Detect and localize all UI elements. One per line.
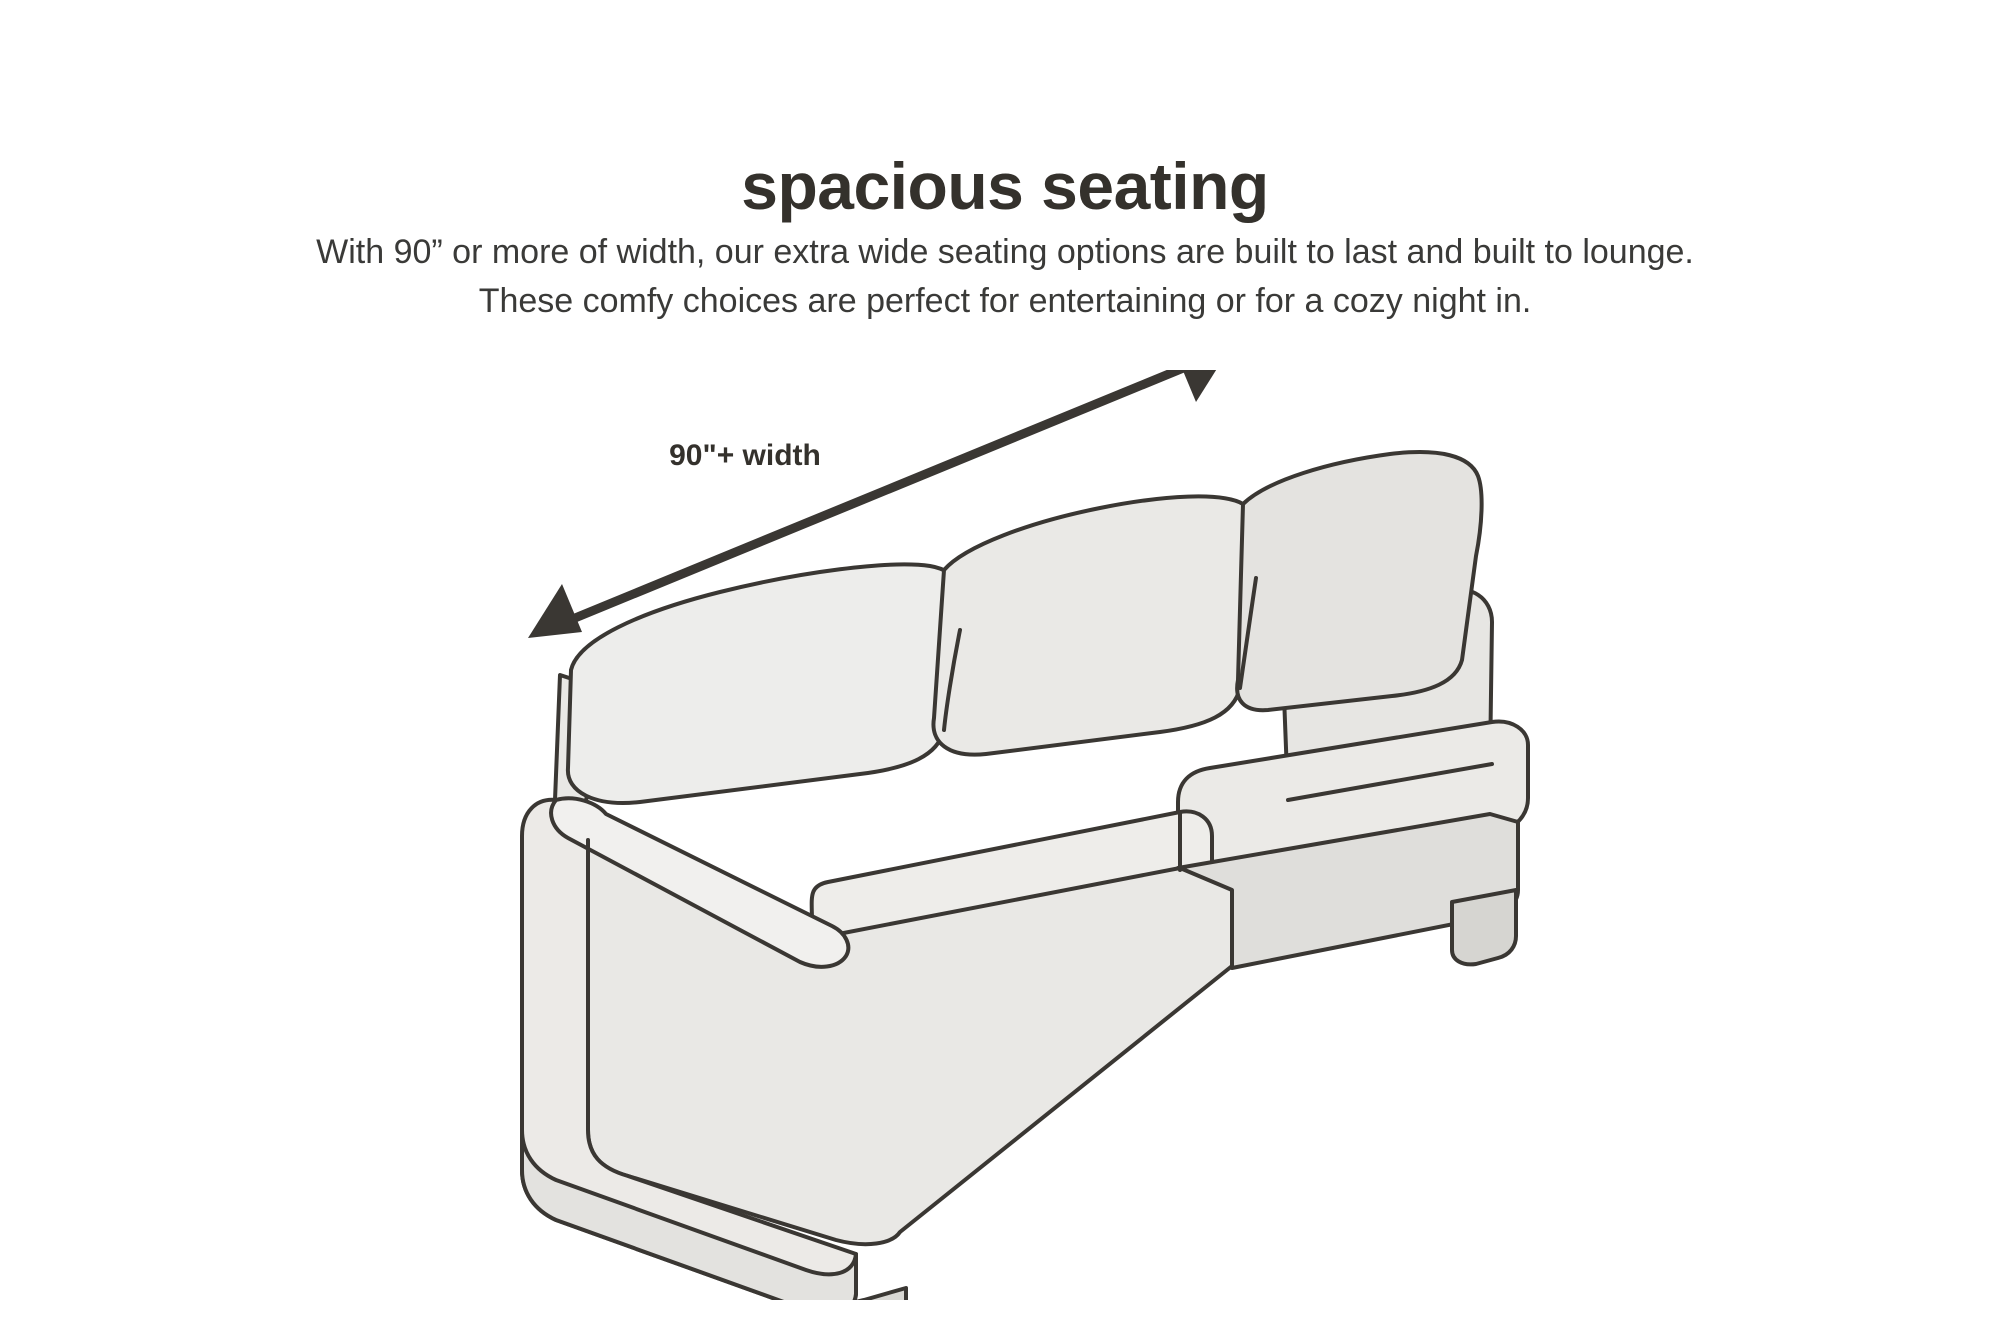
sofa-foot-right — [1452, 890, 1516, 964]
page-subtitle — [0, 228, 2010, 327]
subtitle-line-2: These comfy choices are perfect for entertaining or for a cozy night in. — [478, 282, 1532, 321]
subtitle-line-1: With 90” or more of width, our extra wide seating options are built to last and built to lounge. — [316, 233, 1694, 271]
sofa-back-cushion-2 — [933, 496, 1260, 754]
sofa-figure — [0, 370, 2010, 1300]
width-dimension-label: 90"+ width — [669, 439, 821, 472]
page-title: spacious seating — [741, 149, 1269, 224]
sofa-back-cushion-3 — [1237, 452, 1481, 710]
